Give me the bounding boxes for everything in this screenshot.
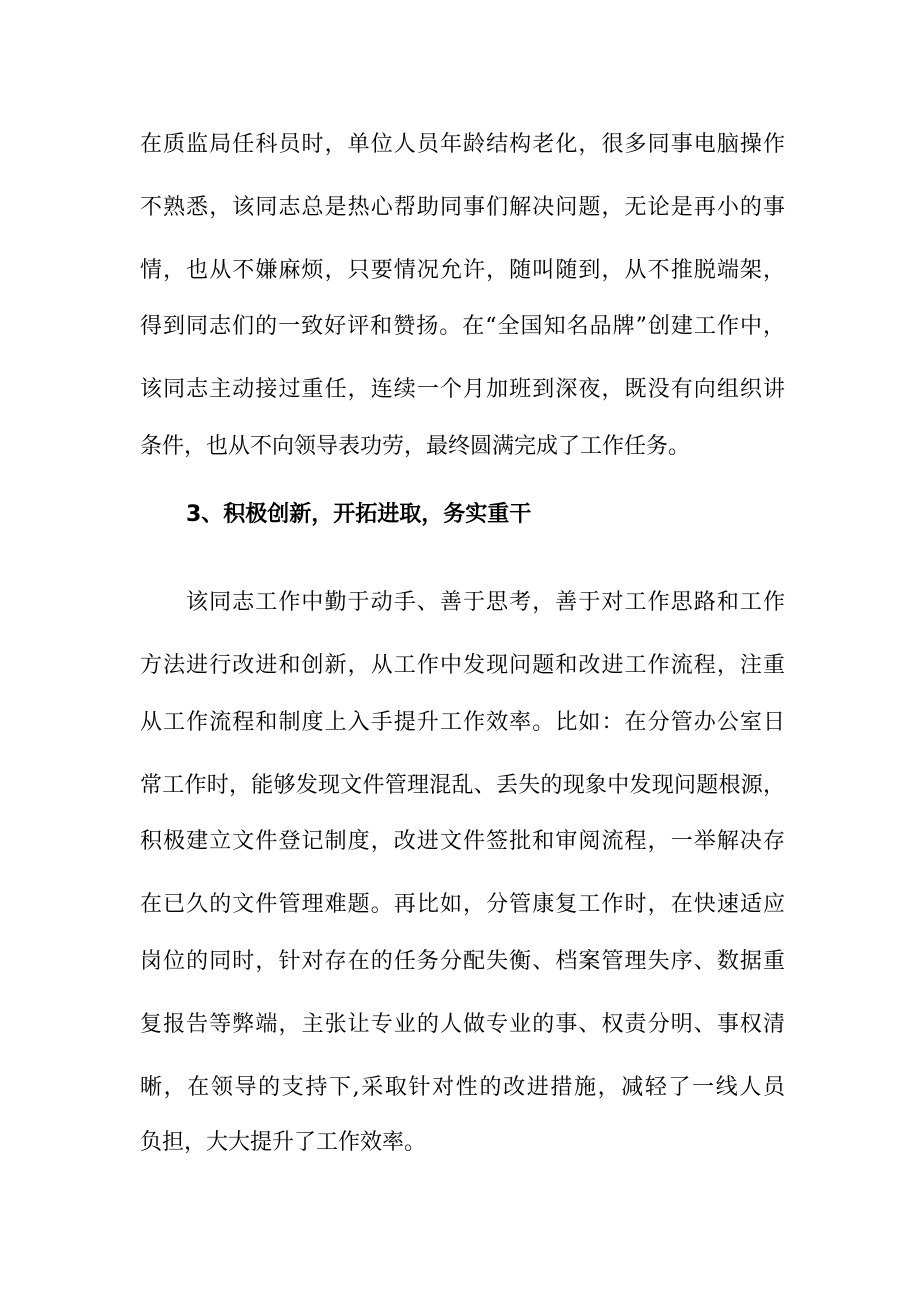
paragraph-line: 条件，也从不向领导表功劳，最终圆满完成了工作任务。	[140, 434, 691, 459]
paragraph-line: 在质监局任科员时，单位人员年龄结构老化，很多同事电脑操作	[140, 132, 785, 157]
paragraph-line: 岗位的同时，针对存在的任务分配失衡、档案管理失序、数据重	[140, 949, 785, 974]
paragraph-line: 从工作流程和制度上入手提升工作效率。比如：在分管办公室日	[140, 710, 785, 735]
paragraph-line: 常工作时，能够发现文件管理混乱、丢失的现象中发现问题根源，	[140, 773, 785, 798]
paragraph-line: 方法进行改进和创新，从工作中发现问题和改进工作流程，注重	[140, 653, 785, 678]
paragraph-line: 该同志主动接过重任，连续一个月加班到深夜，既没有向组织讲	[140, 377, 785, 402]
paragraph-line: 该同志工作中勤于动手、善于思考，善于对工作思路和工作	[186, 590, 785, 615]
paragraph-line: 积极建立文件登记制度，改进文件签批和审阅流程，一举解决存	[140, 829, 785, 854]
paragraph-line: 复报告等弊端，主张让专业的人做专业的事、权责分明、事权清	[140, 1012, 785, 1037]
section-heading: 3、积极创新，开拓进取，务实重干	[186, 502, 532, 527]
paragraph-line: 不熟悉，该同志总是热心帮助同事们解决问题，无论是再小的事	[140, 195, 785, 220]
paragraph-line: 在已久的文件管理难题。再比如，分管康复工作时，在快速适应	[140, 892, 785, 917]
paragraph-line: 晰，在领导的支持下,采取针对性的改进措施，减轻了一线人员	[140, 1075, 785, 1100]
paragraph-line: 情，也从不嫌麻烦，只要情况允许，随叫随到，从不推脱端架，	[140, 258, 785, 283]
paragraph-line: 得到同志们的一致好评和赞扬。在“全国知名品牌”创建工作中，	[140, 314, 785, 339]
paragraph-line: 负担，大大提升了工作效率。	[140, 1130, 427, 1155]
